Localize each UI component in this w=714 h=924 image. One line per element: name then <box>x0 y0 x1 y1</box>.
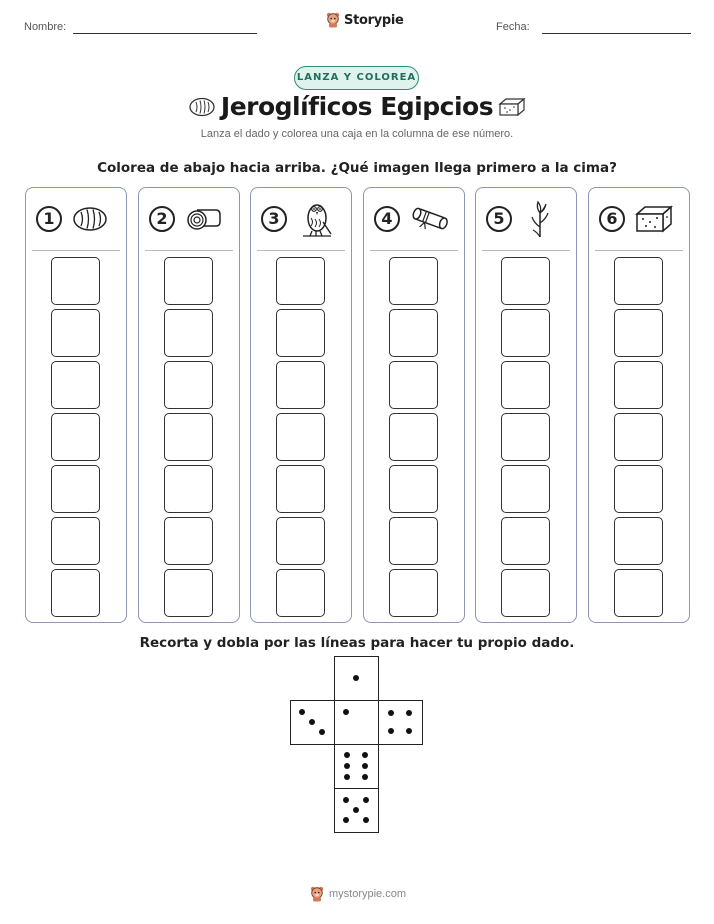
date-label: Fecha: <box>496 21 530 33</box>
color-box[interactable] <box>164 413 213 461</box>
die-pip <box>343 817 349 823</box>
die-face-5 <box>334 788 379 833</box>
die-pip <box>363 797 369 803</box>
activity-badge: LANZA Y COLOREA <box>294 66 419 90</box>
color-box[interactable] <box>501 257 550 305</box>
column-number: 2 <box>149 206 175 232</box>
die-pip <box>343 797 349 803</box>
rolled-cloth-icon <box>183 202 223 236</box>
date-line[interactable] <box>542 33 691 34</box>
reed-plant-icon <box>520 199 560 239</box>
color-box[interactable] <box>389 361 438 409</box>
die-pip <box>353 675 359 681</box>
column-6 <box>588 187 690 623</box>
die-pip <box>406 710 412 716</box>
color-box[interactable] <box>51 465 100 513</box>
die-pip <box>388 710 394 716</box>
color-box[interactable] <box>389 465 438 513</box>
color-box[interactable] <box>614 361 663 409</box>
column-number: 3 <box>261 206 287 232</box>
color-box[interactable] <box>276 257 325 305</box>
owl-icon <box>295 198 337 240</box>
color-box[interactable] <box>501 413 550 461</box>
die-pip <box>344 752 350 758</box>
color-box[interactable] <box>276 361 325 409</box>
color-box[interactable] <box>51 257 100 305</box>
color-box[interactable] <box>389 257 438 305</box>
column-divider <box>32 250 120 251</box>
color-box[interactable] <box>51 361 100 409</box>
column-divider <box>257 250 345 251</box>
column-2 <box>138 187 240 623</box>
color-box[interactable] <box>389 569 438 617</box>
column-header <box>261 202 343 238</box>
color-box[interactable] <box>614 309 663 357</box>
color-box[interactable] <box>51 517 100 565</box>
column-1 <box>25 187 127 623</box>
die-face-6 <box>334 744 379 789</box>
bear-icon <box>310 886 324 902</box>
column-header <box>36 202 118 238</box>
column-header <box>599 202 681 238</box>
coloring-instruction: Colorea de abajo hacia arriba. ¿Qué imagen llega primero a la cima? <box>97 160 617 176</box>
color-box[interactable] <box>164 517 213 565</box>
color-box[interactable] <box>501 569 550 617</box>
color-box[interactable] <box>389 413 438 461</box>
color-box[interactable] <box>614 413 663 461</box>
color-box[interactable] <box>614 569 663 617</box>
color-box[interactable] <box>389 517 438 565</box>
subtitle: Lanza el dado y colorea una caja en la columna de ese número. <box>200 128 514 140</box>
die-pip <box>309 719 315 725</box>
storypie-logo <box>326 12 404 28</box>
color-box[interactable] <box>614 257 663 305</box>
color-box[interactable] <box>276 569 325 617</box>
footer <box>310 886 406 902</box>
column-4 <box>363 187 465 623</box>
color-box[interactable] <box>164 309 213 357</box>
column-header <box>486 202 568 238</box>
die-pip <box>362 774 368 780</box>
color-box[interactable] <box>164 257 213 305</box>
die-face-1-center <box>334 700 379 745</box>
color-box[interactable] <box>51 413 100 461</box>
column-5 <box>475 187 577 623</box>
column-number: 1 <box>36 206 62 232</box>
stone-block-icon <box>497 96 527 118</box>
color-box[interactable] <box>164 465 213 513</box>
color-box[interactable] <box>164 569 213 617</box>
name-line[interactable] <box>73 33 257 34</box>
column-divider <box>595 250 683 251</box>
column-number: 5 <box>486 206 512 232</box>
color-box[interactable] <box>501 361 550 409</box>
die-pip <box>299 709 305 715</box>
color-box[interactable] <box>501 309 550 357</box>
color-box[interactable] <box>276 413 325 461</box>
color-box[interactable] <box>276 465 325 513</box>
color-box[interactable] <box>501 517 550 565</box>
color-box[interactable] <box>164 361 213 409</box>
die-pip <box>343 709 349 715</box>
die-pip <box>362 752 368 758</box>
column-divider <box>482 250 570 251</box>
color-box[interactable] <box>276 517 325 565</box>
die-face-4 <box>378 700 423 745</box>
column-header <box>149 202 231 238</box>
color-box[interactable] <box>51 569 100 617</box>
column-divider <box>145 250 233 251</box>
die-pip <box>362 763 368 769</box>
footer-url[interactable]: mystorypie.com <box>329 888 407 900</box>
column-number: 4 <box>374 206 400 232</box>
die-instruction: Recorta y dobla por las líneas para hacer tu propio dado. <box>139 635 575 651</box>
brand-name: Storypie <box>344 12 404 28</box>
color-box[interactable] <box>614 465 663 513</box>
die-pip <box>388 728 394 734</box>
column-number: 6 <box>599 206 625 232</box>
color-box[interactable] <box>501 465 550 513</box>
color-box[interactable] <box>51 309 100 357</box>
die-pip <box>344 763 350 769</box>
page-title: Jeroglíficos Egipcios <box>220 92 494 121</box>
die-face-3 <box>290 700 335 745</box>
die-pip <box>363 817 369 823</box>
color-box[interactable] <box>614 517 663 565</box>
column-divider <box>370 250 458 251</box>
name-label: Nombre: <box>24 21 67 33</box>
bear-icon <box>326 12 340 28</box>
color-box[interactable] <box>389 309 438 357</box>
column-header <box>374 202 456 238</box>
die-face-1 <box>334 656 379 701</box>
die-pip <box>353 807 359 813</box>
die-pip <box>406 728 412 734</box>
color-box[interactable] <box>276 309 325 357</box>
column-3 <box>250 187 352 623</box>
stone-block-icon <box>633 202 675 236</box>
die-pip <box>344 774 350 780</box>
papyrus-scroll-icon <box>408 202 452 236</box>
die-pip <box>319 729 325 735</box>
bread-icon <box>70 202 110 236</box>
